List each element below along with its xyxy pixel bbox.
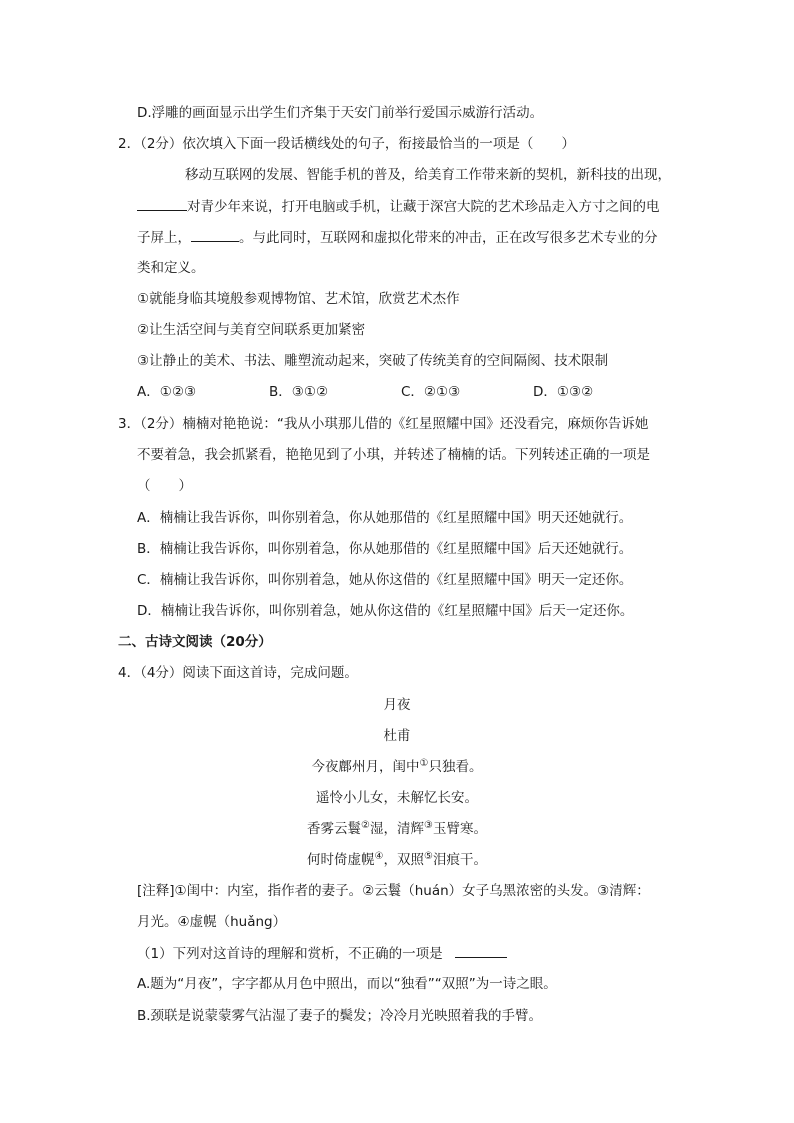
poem-author: 杜甫	[383, 728, 411, 744]
q2-blank-2	[191, 227, 239, 242]
q3-stem-line3	[137, 476, 192, 496]
poem-line-2: 遥怜小儿女，未解忆长安。	[316, 790, 478, 806]
q3-option-d: D．楠楠让我告诉你，叫你别着急，她从你这借的《红星照耀中国》后天一定还你。	[137, 603, 634, 619]
q4-stem: 4．（4分）阅读下面这首诗，完成问题。	[118, 665, 358, 681]
q3-option-a: A．楠楠让我告诉你，叫你别着急，你从她那借的《红星照耀中国》明天还她就行。	[137, 510, 633, 526]
q2-passage-line3-start: 子屏上，	[137, 230, 191, 246]
poem-line-1	[0, 757, 794, 777]
note-marker-5: ⑤	[424, 851, 433, 862]
q2-option-d: D．①③②	[533, 384, 594, 400]
q3-paren-close: ）	[178, 478, 192, 494]
q2-blank-1	[137, 196, 187, 211]
q2-passage-line4: 类和定义。	[137, 260, 205, 276]
poem-line-3-c: 玉臂寒。	[432, 821, 487, 837]
note-marker-1: ①	[419, 758, 429, 769]
q2-passage-line2	[137, 196, 660, 217]
q4-sub1-stem	[137, 943, 507, 964]
poem-line-3-a: 香雾云鬟	[307, 821, 362, 837]
q2-sentence-2: ②让生活空间与美育空间联系更加紧密	[137, 322, 366, 338]
q2-stem	[118, 134, 575, 154]
section2-heading: 二、古诗文阅读（20分）	[118, 634, 272, 650]
q2-passage-line2-text: 对青少年来说，打开电脑或手机，让藏于深宫大院的艺术珍品走入方寸之间的电	[187, 199, 660, 215]
note-marker-2: ②	[361, 820, 370, 831]
q4-sub1-option-a: A.题为“月夜”，字字都从月色中照出，而以“独看”“双照”为一诗之眼。	[137, 976, 557, 992]
poem-title: 月夜	[383, 697, 411, 713]
q4-sub1-stem-text: （1）下列对这首诗的理解和赏析，不正确的一项是	[137, 946, 443, 962]
q2-sentence-3: ③让静止的美术、书法、雕塑流动起来，突破了传统美育的空间隔阂、技术限制	[137, 353, 609, 369]
poem-line-4	[0, 850, 794, 870]
q2-option-c: C．②①③	[401, 384, 461, 400]
q2-passage-line3-end: 。与此同时，互联网和虚拟化带来的冲击，正在改写很多艺术专业的分	[239, 230, 658, 246]
q2-sentence-1: ①就能身临其境般参观博物馆、艺术馆，欣赏艺术杰作	[137, 291, 460, 307]
q2-passage-line1: 移动互联网的发展、智能手机的普及，给美育工作带来新的契机，新科技的出现，	[185, 167, 671, 183]
poem-line-3-b: 湿，清辉	[370, 821, 424, 837]
q3-stem-line1: 3．（2分）楠楠对艳艳说：“我从小琪那儿借的《红星照耀中国》还没看完，麻烦你告诉她	[118, 416, 649, 432]
q1-option-d: D.浮雕的画面显示出学生们齐集于天安门前举行爱国示威游行活动。	[137, 105, 544, 121]
q3-option-c: C．楠楠让我告诉你，叫你别着急，她从你这借的《红星照耀中国》明天一定还你。	[137, 572, 633, 588]
q2-option-a: A．①②③	[137, 384, 197, 400]
poem-notes-line1: [注释]①闺中：内室，指作者的妻子。②云鬟（huán）女子乌黑浓密的头发。③清辉：	[137, 883, 650, 899]
note-marker-4: ④	[374, 851, 384, 862]
poem-line-1-a: 今夜鄜州月，闺中	[311, 759, 420, 775]
note-marker-3: ③	[424, 820, 433, 831]
q3-stem-line2: 不要着急，我会抓紧看，艳艳见到了小琪，并转述了楠楠的话。下列转述正确的一项是	[137, 447, 650, 463]
poem-line-4-a: 何时倚虚幌	[307, 852, 375, 868]
q2-options	[137, 382, 593, 402]
q4-sub1-blank	[455, 943, 507, 958]
q2-stem-prefix: 2．（2分）依次填入下面一段话横线处的句子，衔接最恰当的一项是（	[118, 136, 534, 152]
q2-passage-line3	[137, 227, 658, 248]
q2-stem-suffix: ）	[561, 136, 575, 152]
poem-line-4-b: ，双照	[383, 852, 424, 868]
poem-line-1-b: 只独看。	[428, 759, 483, 775]
q2-option-b: B．③①②	[269, 384, 329, 400]
q3-paren-open: （	[137, 478, 151, 494]
q4-sub1-option-b: B.颈联是说蒙蒙雾气沾湿了妻子的鬓发；冷冷月光映照着我的手臂。	[137, 1008, 543, 1024]
poem-line-4-c: 泪痕干。	[432, 852, 487, 868]
poem-line-3	[0, 819, 794, 839]
q3-option-b: B．楠楠让我告诉你，叫你别着急，你从她那借的《红星照耀中国》后天还她就行。	[137, 541, 633, 557]
poem-notes-line2: 月光。④虚幌（huǎng）	[137, 914, 287, 930]
